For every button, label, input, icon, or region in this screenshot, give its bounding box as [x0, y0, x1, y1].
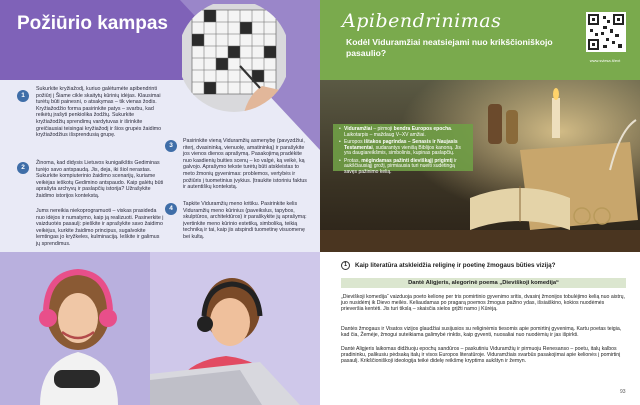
summary-bullet: • Protas, mėgindamas pažinti dieviškąjį prigimtį ir aukščiausiąjį grožį, pirmiausia turi nueiti sudėtingą savęs pažinimo kelią.	[339, 159, 467, 176]
step-4-text: Tapkite Viduramžių meno kritiku. Pasirinkite kelis Viduramžių meno kūrinius (paveikslus, tapybos, skulptūros, architektūros) ir paraškykite jų aprašymą: įvertinkite meno kūrinio estetiką, simboliką, teikią techniką ir tai, kaip jis atspindi tuometinę visuomenę bei kultą.	[183, 201, 307, 240]
left-page-title: Požiūrio kampas	[17, 13, 168, 34]
summary-bullet-box	[333, 124, 473, 176]
paragraph-2: Dantės žmogaus ir Visatos vizijos glaudžiai susijusios su religinėmis tiesomis apie pomirtinį gyvenimą. Kartu poetas teigia, kad čia, Žemėje, žmogui suteikiama galimybė rinktis, kaip gyventi, nuosaliai nuo nuodėmių ir jas išpirkti.	[341, 326, 622, 339]
step-3-text: Pasirinkite vieną Viduramžių asmenybę (pavyzdžiui, riterį, dvasininką, vienuolę, amatininką) ir parašykite jos vienos dienos aprašymą. Pasakojimą pradėkite nuo kasdienių buities scenų – ko valgė, ką veikė, ką galvojo. Aprašymo tekste turėtų būti atskleistas to meto žmonių gyvenimas: problemos, vertybės ir požiūris į tuometinius įvykius. Įtraukite istoriniu faktus ir autentiškų kontekstą.	[183, 138, 307, 191]
page-number: 93	[620, 389, 626, 395]
gamers-photo	[0, 252, 320, 405]
question-number-badge: 1	[341, 261, 350, 270]
step-2-badge: 2	[17, 162, 29, 174]
step-1-badge: 1	[17, 90, 29, 102]
step-1-text: Sukurkite kryžiažodį, kuriuo galėtumėte apibendrinti požiūrį į Šiame cikle skaitytų kūrinių idėjas. Klausimai turėtų būti painesni, o atsakymas – tik vienas žodis. Kryžiažodžio forma pasirinkite patys – svarbu, kad reikėtų įrašyti penkiolika žodžių. Sukurkite kryžiažodžių sprendimų vardytuvas ir išrinkite greičiausiai teisingai kryžiažodį ir šios grupės žaidimo kryžiažodžius išsprendusią grupę.	[36, 86, 162, 139]
paragraph-3: Dantė Aligjeris laikomas didžiuoju epochų sandūros – paskutiniu Viduramžių ir pirmuoju Renesanso – poetu, italų kalbos pradininku, palikusiu pėdsaką italų ir visos Europos literatūroje. Viduramžiais svarbūs pasakojimai apie kelionės į pomirtinį pasaulį. Krikščioniškoji ideologija teikė didelę reikšmę kryptims aukštyn ir žemyn.	[341, 346, 621, 365]
right-page-subtitle: Kodėl Viduramžiai neatsiejami nuo krikščioniškojo pasaulio?	[346, 37, 553, 58]
summary-bullet: • Europos ištakos pagrindas – Senasis ir Naujasis Testamentai, sudarantys vienišą Biblijos kanoną. Jis yra daugiareikšmis, simbolinis, kupinas paslapčių.	[339, 140, 467, 157]
qr-code-icon[interactable]	[586, 12, 626, 52]
question-text: Kaip literatūra atskleidžia religinę ir poetinę žmogaus būties viziją?	[355, 262, 556, 269]
summary-bullet: • Viduramžiai – pirmoji bendra Europos epocha. Laikotarpis – maždaug V–XV amžiai.	[339, 127, 467, 139]
right-page-title: Apibendrinimas	[342, 10, 502, 32]
qr-label: www.sviesa.lt/ext	[589, 58, 621, 63]
step-3-badge: 3	[165, 140, 177, 152]
section-title-bar: Dantė Aligjeris, alegorinė poema „Dieviškoji komedija“	[341, 278, 626, 288]
crossword-photo	[182, 4, 286, 122]
paragraph-1: „Dieviškoji komedija“ vaizduoja poeto kelionę per tris pomirtinio gyvenimo sritis, dvasinį žmonijos tobulėjimo kelią nuo aistrų, juo nusidėmį ik Dievo meilės. Keliaudamas po pragarą poemos žmogus pažino ydas, išsiaiškino, kokios nuodėmės prieveršia kentėti. Jis turi tikslą – skaisčia sielos grįžti namo į Kūrėją.	[341, 294, 625, 313]
step-4-badge: 4	[165, 203, 177, 215]
step-2-extra-text: Jums nereikia niekoprogramuoti – viskas prasideda nuo idėjos ir numatymo, kaip ją realizuoti. Pasinerkite į vaizduotės pasaulį: pieškite ir aprašykite savo žaidimo veikėjus, kurkite žaidimo principus, sugalvokite lemtingas jo kryžkeles, kulminaciją. Ieškite ir galimus jų sprendimus.	[36, 208, 164, 247]
step-2-text: Žinoma, kad didysis Lietuvos kunigaikštis Gediminas turėjo savo antspaudą. Jis, deja, iki šiol nerastas. Sukurkite kompiuterinio žaidimo scenarijų, kuriame veikėjas ieškotų Gedimino antspaudo. Kaip galėtų būti aprašyta archyvų ir paslapčių istorija? Užrašykite žaidimo istorijos kontekstą.	[36, 160, 164, 199]
